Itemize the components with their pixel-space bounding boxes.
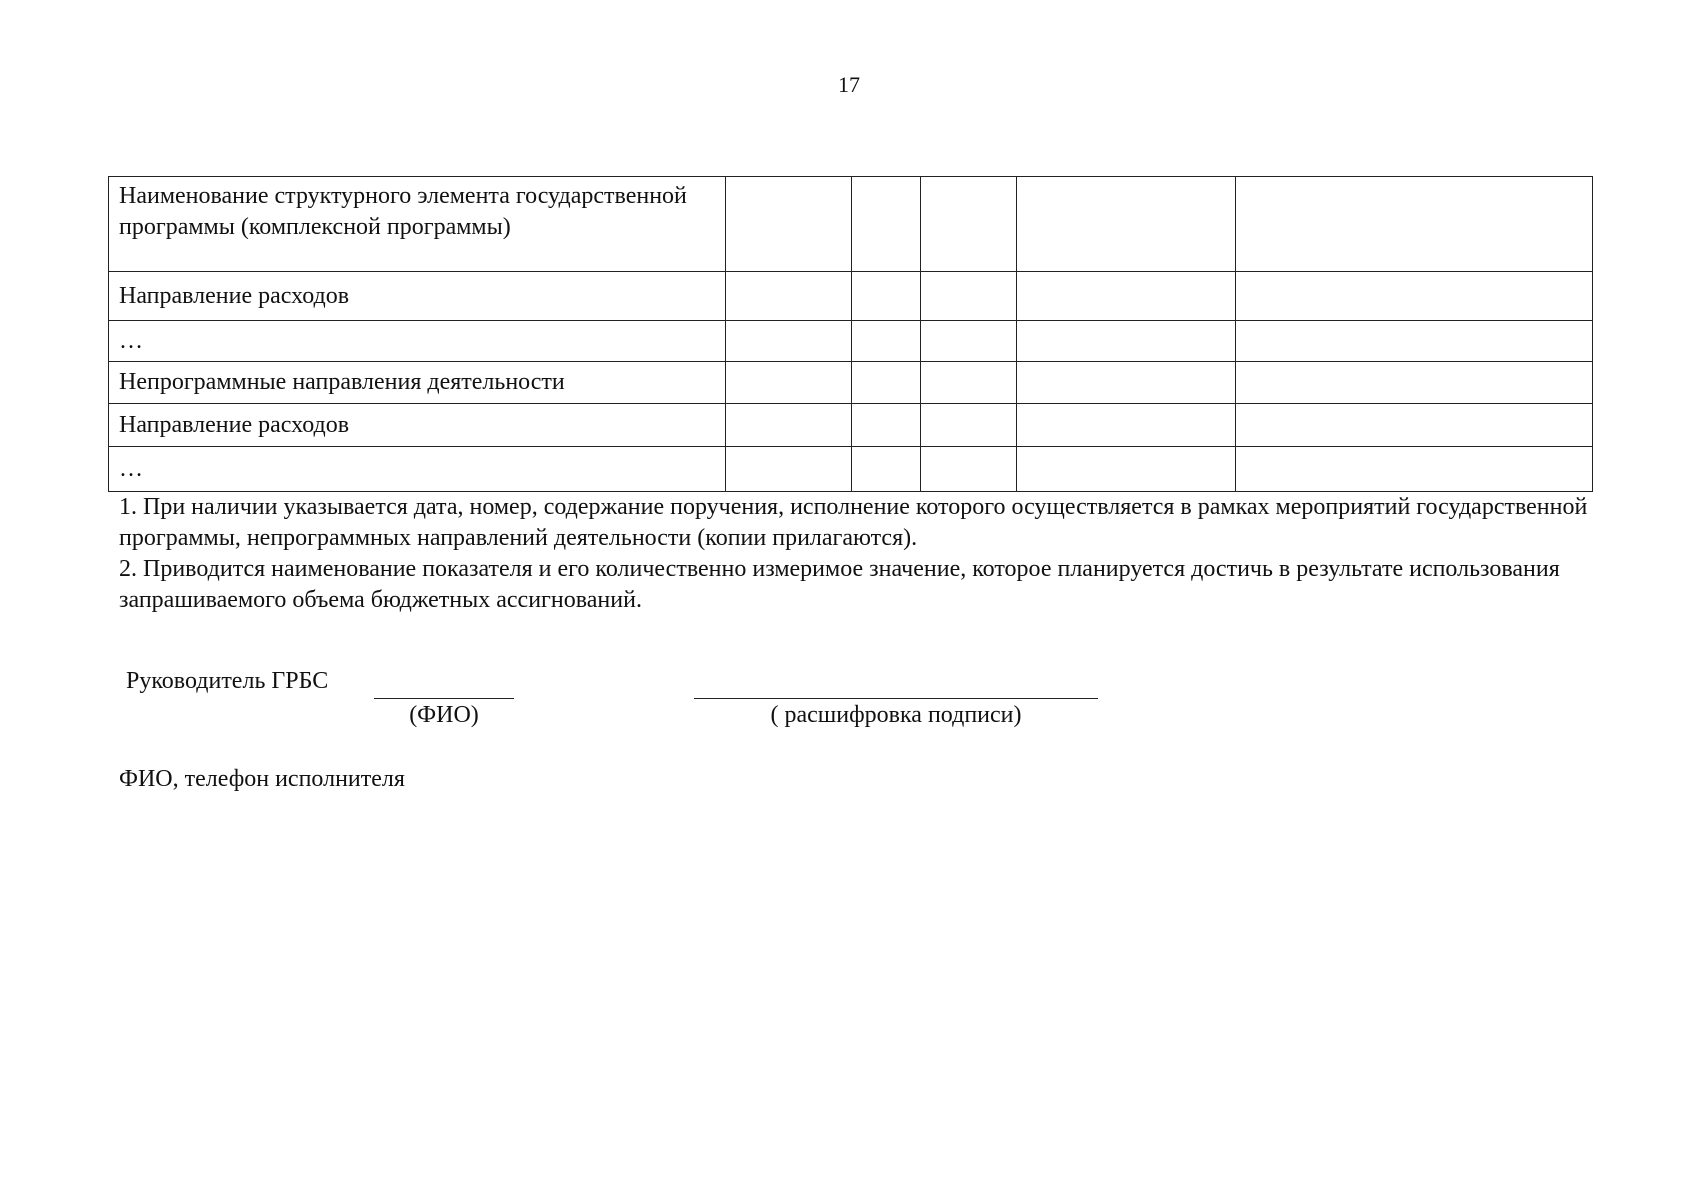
row-label: … [109, 321, 726, 362]
table-cell [1236, 447, 1593, 492]
table-cell [921, 447, 1017, 492]
table-cell [852, 404, 921, 447]
table-cell [1017, 272, 1236, 321]
row-label: … [109, 447, 726, 492]
row-label: Наименование структурного элемента государственной программы (комплексной программы) [109, 177, 726, 272]
table-cell [1017, 404, 1236, 447]
table-row [109, 447, 1593, 492]
table-cell [852, 177, 921, 272]
table-cell [1017, 321, 1236, 362]
table-cell [921, 362, 1017, 404]
table-cell [921, 404, 1017, 447]
table-row [109, 272, 1593, 321]
table-cell [1236, 321, 1593, 362]
signature-line [374, 698, 514, 699]
table-cell [852, 272, 921, 321]
table-cell [1017, 177, 1236, 272]
footnotes [119, 492, 1599, 616]
table-row [109, 362, 1593, 404]
executor-info: ФИО, телефон исполнителя [119, 766, 405, 792]
signature-block [126, 668, 1226, 738]
signature-title: Руководитель ГРБС [126, 668, 329, 694]
signature-decoding-line [694, 698, 1098, 699]
table-cell [1236, 177, 1593, 272]
table-cell [726, 177, 852, 272]
table-cell [1017, 447, 1236, 492]
table-cell [1236, 404, 1593, 447]
table-cell [726, 404, 852, 447]
table-cell [921, 272, 1017, 321]
table-row [109, 321, 1593, 362]
footnote-2: 2. Приводится наименование показателя и его количественно измеримое значение, которое планируется достичь в результате использования запрашиваемого объема бюджетных ассигнований. [119, 556, 1560, 613]
table-row [109, 177, 1593, 272]
table-cell [921, 177, 1017, 272]
table-cell [726, 321, 852, 362]
row-label: Направление расходов [109, 404, 726, 447]
table-row [109, 404, 1593, 447]
decoding-caption: ( расшифровка подписи) [770, 702, 1022, 728]
row-label: Непрограммные направления деятельности [109, 362, 726, 404]
table-cell [726, 447, 852, 492]
table-cell [1017, 362, 1236, 404]
table-cell [852, 362, 921, 404]
row-label: Направление расходов [109, 272, 726, 321]
table-cell [921, 321, 1017, 362]
fio-caption: (ФИО) [409, 702, 479, 728]
table-cell [1236, 362, 1593, 404]
table-cell [726, 272, 852, 321]
table-cell [1236, 272, 1593, 321]
form-table [108, 176, 1593, 492]
table-cell [726, 362, 852, 404]
table-cell [852, 321, 921, 362]
footnote-1: 1. При наличии указывается дата, номер, содержание поручения, исполнение которого осуществляется в рамках мероприятий государственной программы, непрограммных направлений деятельности (копии прилагаются). [119, 494, 1588, 551]
page-number: 17 [838, 72, 860, 97]
table-cell [852, 447, 921, 492]
